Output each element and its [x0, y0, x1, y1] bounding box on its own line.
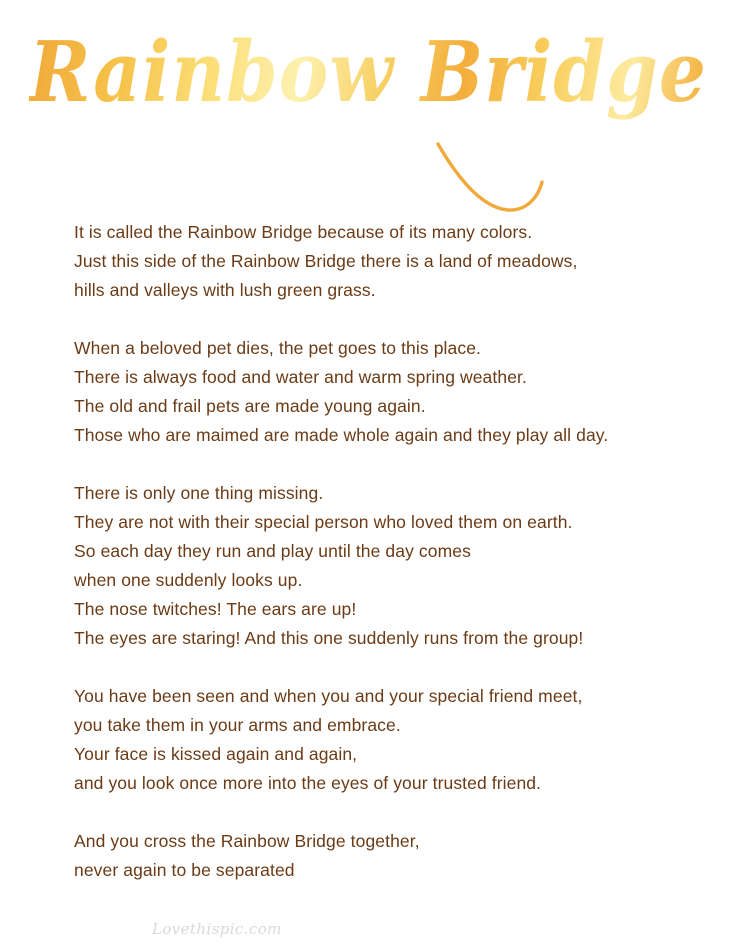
stanza [74, 218, 694, 305]
poem-body [74, 218, 694, 885]
poem-line: when one suddenly looks up. [74, 570, 303, 590]
stanza [74, 479, 694, 653]
poem-line: Your face is kissed again and again, [74, 744, 358, 764]
poem-line: You have been seen and when you and your special friend meet, [74, 686, 583, 706]
poem-line: you take them in your arms and embrace. [74, 715, 401, 735]
poem-line: There is always food and water and warm spring weather. [74, 367, 527, 387]
poem-line: The old and frail pets are made young again. [74, 396, 426, 416]
flourish-swash-icon [430, 138, 550, 218]
stanza [74, 682, 694, 798]
poem-line: Just this side of the Rainbow Bridge there is a land of meadows, [74, 251, 578, 271]
poem-line: The nose twitches! The ears are up! [74, 599, 357, 619]
poem-line: Those who are maimed are made whole again and they play all day. [74, 425, 609, 445]
poem-line: They are not with their special person who loved them on earth. [74, 512, 573, 532]
poem-line: And you cross the Rainbow Bridge together, [74, 831, 420, 851]
poem-line: The eyes are staring! And this one suddenly runs from the group! [74, 628, 584, 648]
stanza [74, 334, 694, 450]
poem-line: and you look once more into the eyes of your trusted friend. [74, 773, 542, 793]
title-block [0, 26, 736, 186]
poem-line: There is only one thing missing. [74, 483, 324, 503]
poem-line: never again to be separated [74, 860, 295, 880]
poem-line: So each day they run and play until the day comes [74, 541, 471, 561]
stanza [74, 827, 694, 885]
watermark: Lovethispic.com [152, 920, 282, 938]
poem-line: It is called the Rainbow Bridge because of its many colors. [74, 222, 533, 242]
poem-line: When a beloved pet dies, the pet goes to this place. [74, 338, 481, 358]
poem-line: hills and valleys with lush green grass. [74, 280, 376, 300]
page-title: Rainbow Bridge [29, 24, 707, 122]
